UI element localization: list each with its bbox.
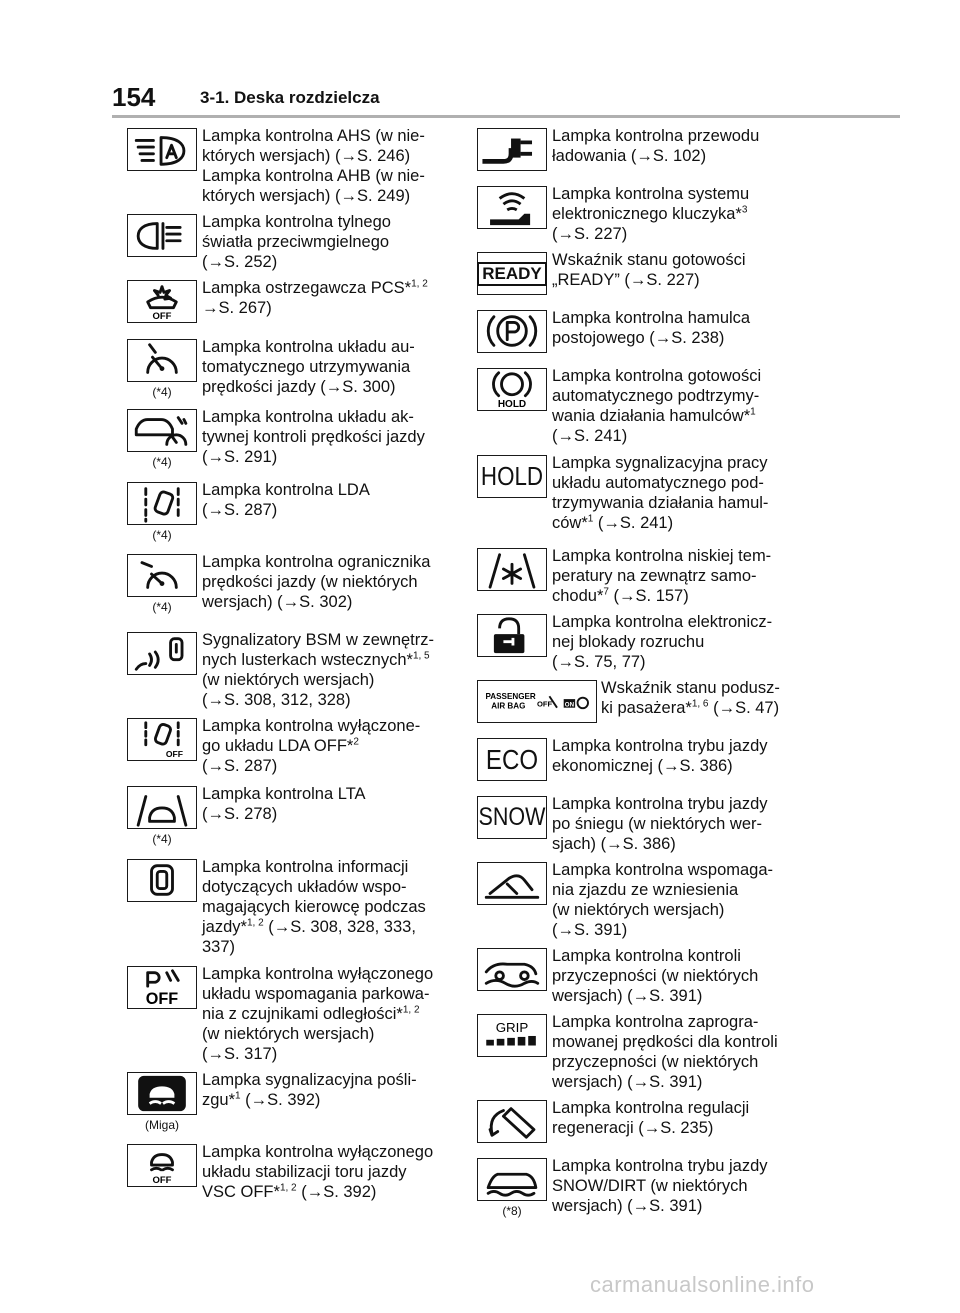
indicator-description (202, 407, 464, 467)
line-text: Lampka kontrolna LTA (202, 785, 366, 803)
line-text: „READY” (→S. 227) (552, 271, 700, 289)
dynamic-cruise-icon (127, 409, 197, 452)
page-reference: (→S. 308, 328, 333, (263, 918, 416, 936)
svg-text:OFF: OFF (145, 990, 179, 1008)
description-line (202, 1044, 464, 1064)
line-text: (w niektórych wersjach) (202, 1025, 375, 1043)
icon-footnote: (*4) (152, 385, 172, 399)
line-text: układu automatycznego pod- (552, 474, 764, 492)
indicator-description (202, 552, 464, 612)
description-line (202, 427, 464, 447)
line-text: światła przeciwmgielnego (202, 233, 390, 251)
chapter-title: 3-1. Deska rozdzielcza (200, 88, 380, 107)
description-line (552, 756, 814, 776)
description-line (202, 407, 464, 427)
indicator-description (552, 860, 814, 940)
icon-text: HOLD (480, 461, 544, 491)
passenger-airbag-icon (477, 680, 597, 723)
line-text: prędkości jazdy (→S. 300) (202, 378, 396, 396)
grip-control-icon (477, 1014, 547, 1057)
lda-off-icon (127, 718, 197, 761)
line-text: Lampka kontrolna hamulca (552, 309, 751, 327)
line-text: (→S. 278) (202, 805, 278, 823)
description-line (552, 632, 814, 652)
description-line (202, 984, 464, 1004)
description-line (552, 1072, 814, 1092)
description-line (202, 278, 464, 298)
description-line (202, 357, 464, 377)
airbag-label-off: OFF (537, 699, 553, 709)
line-text: (→S. 287) (202, 757, 278, 775)
line-text: →S. 267) (202, 299, 272, 317)
indicator-description (552, 1156, 814, 1216)
icon-footnote: (*4) (152, 832, 172, 846)
line-text: 337) (202, 938, 236, 956)
line-text: VSC OFF* (202, 1183, 280, 1201)
line-text: Lampka kontrolna wyłączonego (202, 1143, 434, 1161)
indicator-description (202, 278, 464, 318)
description-line (552, 1032, 814, 1052)
indicator-description (552, 1012, 814, 1092)
line-text: automatycznego podtrzymy- (552, 387, 760, 405)
line-text: nej blokady rozruchu (552, 633, 705, 651)
airbag-label-passenger: PASSENGER (485, 692, 536, 702)
line-text: Lampka kontrolna informacji (202, 858, 409, 876)
line-text: wersjach) (→S. 302) (202, 593, 353, 611)
line-text: Lampka kontrolna układu ak- (202, 408, 414, 426)
indicator-description (552, 736, 814, 776)
smart-key-icon (477, 186, 547, 229)
description-line (202, 1070, 464, 1090)
line-text: Lampka kontrolna ogranicznika (202, 553, 431, 571)
line-text: Lampka kontrolna niskiej tem- (552, 547, 772, 565)
icon-text: READY (478, 253, 546, 294)
line-text: (w niektórych wersjach) (552, 901, 725, 919)
footnote-ref: 1, 2 (279, 1182, 297, 1194)
line-text: prędkości jazdy (w niektórych (202, 573, 418, 591)
description-line (202, 736, 464, 756)
line-text: Lampka kontrolna przewodu (552, 127, 760, 145)
description-line (552, 224, 814, 244)
description-line (552, 513, 814, 533)
header-rule (112, 115, 900, 118)
line-text: przyczepności (w niektórych (552, 1053, 759, 1071)
immobilizer-icon (477, 614, 547, 657)
line-text: układu stabilizacji toru jazdy (202, 1163, 407, 1181)
page-number: 154 (112, 82, 156, 112)
description-line (552, 586, 814, 606)
line-text: tomatycznego utrzymywania (202, 358, 411, 376)
indicator-description (552, 453, 814, 533)
description-line (552, 946, 814, 966)
description-line (552, 566, 814, 586)
description-line (552, 1012, 814, 1032)
description-line (202, 756, 464, 776)
indicator-description (202, 1142, 464, 1202)
brake-hold-operated-icon (477, 455, 547, 498)
hold-label: HOLD (497, 399, 527, 410)
indicator-description (552, 546, 814, 606)
line-text: go układu LDA OFF* (202, 737, 354, 755)
footnote-ref: 1, 2 (246, 917, 264, 929)
description-line (202, 252, 464, 272)
line-text: sjach) (→S. 386) (552, 835, 676, 853)
indicator-description (202, 337, 464, 397)
snow-dirt-mode-icon (477, 1158, 547, 1201)
description-line (552, 1118, 814, 1138)
description-line (552, 612, 814, 632)
description-line (552, 652, 814, 672)
line-text: nia z czujnikami odległości* (202, 1005, 403, 1023)
ahs-headlight-icon (127, 128, 197, 171)
line-text: nych lusterkach wstecznych* (202, 651, 413, 669)
line-text: Wskaźnik stanu podusz- (601, 679, 780, 697)
description-line (202, 186, 464, 206)
description-line (202, 592, 464, 612)
indicator-description (552, 366, 814, 446)
description-line (552, 493, 814, 513)
description-line (552, 406, 814, 426)
line-text: (→S. 227) (552, 225, 628, 243)
line-text: Lampka kontrolna LDA (202, 481, 370, 499)
icon-text: SNOW (478, 803, 546, 831)
indicator-description (552, 250, 814, 290)
line-text: Lampka kontrolna tylnego (202, 213, 391, 231)
description-line (202, 1162, 464, 1182)
line-text: Sygnalizatory BSM w zewnętrz- (202, 631, 434, 649)
pcs-off-icon (127, 280, 197, 323)
lda-icon (127, 482, 197, 525)
line-text: Lampka kontrolna AHB (w nie- (202, 167, 425, 185)
line-text: trzymywania działania hamul- (552, 494, 769, 512)
indicator-description (552, 126, 814, 166)
description-line (202, 552, 464, 572)
line-text: Lampka kontrolna elektronicz- (552, 613, 773, 631)
footnote-ref: 1 (235, 1090, 241, 1102)
description-line (202, 670, 464, 690)
line-text: nia zjazdu ze wzniesienia (552, 881, 739, 899)
description-line (202, 1004, 464, 1024)
description-line (601, 678, 812, 698)
description-line (552, 860, 814, 880)
parking-sensor-off-icon (127, 966, 197, 1009)
indicator-description (601, 678, 812, 718)
footnote-ref: 7 (603, 586, 609, 598)
indicator-description (202, 126, 464, 206)
indicator-description (552, 184, 814, 244)
line-text: (→S. 241) (552, 427, 628, 445)
description-line (552, 366, 814, 386)
line-text: (→S. 287) (202, 501, 278, 519)
line-text: Lampka sygnalizacyjna pracy (552, 454, 768, 472)
page-reference: (→S. 157) (608, 587, 689, 605)
line-text: po śniegu (w niektórych wer- (552, 815, 763, 833)
line-text: ki pasażera* (601, 699, 692, 717)
line-text: Lampka kontrolna wyłączone- (202, 717, 421, 735)
traction-control-icon (477, 948, 547, 991)
footnote-ref: 1 (587, 513, 594, 525)
footnote-ref: 1, 2 (402, 1004, 420, 1016)
line-text: wersjach) (→S. 391) (552, 1197, 703, 1215)
line-text: wania działania hamulców* (552, 407, 751, 425)
description-line (202, 126, 464, 146)
description-line (552, 736, 814, 756)
indicator-description (552, 794, 814, 854)
description-line (552, 1156, 814, 1176)
description-line (202, 480, 464, 500)
page-reference: (→S. 47) (708, 699, 780, 717)
icon-footnote: (Miga) (144, 1118, 179, 1132)
line-text: Lampka kontrolna gotowości (552, 367, 762, 385)
description-line (552, 966, 814, 986)
indicator-description (552, 612, 814, 672)
regeneration-control-icon (477, 1100, 547, 1143)
description-line (202, 447, 464, 467)
downhill-assist-icon (477, 862, 547, 905)
line-text: ców* (552, 514, 588, 532)
line-text: Lampka kontrolna regulacji (552, 1099, 750, 1117)
line-text: Lampka kontrolna trybu jazdy (552, 737, 768, 755)
footnote-ref: 1, 2 (411, 278, 428, 290)
footnote-ref: 1, 5 (412, 650, 430, 662)
indicator-description (202, 212, 464, 272)
page-reference: (→S. 392) (240, 1091, 321, 1109)
indicator-description (552, 308, 814, 348)
line-text: elektronicznego kluczyka* (552, 205, 742, 223)
description-line (202, 572, 464, 592)
line-text: przyczepności (w niektórych (552, 967, 759, 985)
line-text: Lampka kontrolna trybu jazdy (552, 795, 768, 813)
description-line (202, 337, 464, 357)
description-line (552, 834, 814, 854)
svg-text:OFF: OFF (152, 311, 172, 322)
svg-text:OFF: OFF (165, 749, 183, 760)
description-line (202, 1182, 464, 1202)
line-text: (→S. 291) (202, 448, 278, 466)
line-text: (w niektórych wersjach) (202, 671, 375, 689)
description-line (202, 166, 464, 186)
description-line (202, 630, 464, 650)
line-text: postojowego (→S. 238) (552, 329, 725, 347)
description-line (202, 298, 464, 318)
description-line (552, 986, 814, 1006)
icon-footnote: (*4) (152, 528, 172, 542)
description-line (202, 917, 464, 937)
description-line (552, 146, 814, 166)
lta-icon (127, 786, 197, 829)
rear-fog-light-icon (127, 214, 197, 257)
description-line (552, 1052, 814, 1072)
line-text: (→S. 308, 312, 328) (202, 691, 351, 709)
line-text: Lampka kontrolna wyłączonego (202, 965, 434, 983)
footnote-ref: 3 (741, 204, 748, 216)
description-line (552, 270, 814, 290)
description-line (202, 377, 464, 397)
indicator-description (202, 716, 464, 776)
vsc-off-icon (127, 1144, 197, 1187)
description-line (202, 1090, 464, 1110)
eco-mode-icon (477, 738, 547, 781)
icon-text: ECO (485, 743, 539, 775)
description-line (202, 716, 464, 736)
line-text: układu wspomagania parkowa- (202, 985, 430, 1003)
description-line (202, 877, 464, 897)
description-line (552, 920, 814, 940)
airbag-label-airbag: AIR BAG (491, 701, 526, 711)
ready-text-icon (477, 252, 547, 295)
line-text: Lampka ostrzegawcza PCS* (202, 279, 412, 297)
indicator-description (552, 946, 814, 1006)
line-text: SNOW/DIRT (w niektórych (552, 1177, 748, 1195)
description-line (601, 698, 812, 718)
description-line (552, 1098, 814, 1118)
line-text: (→S. 391) (552, 921, 628, 939)
line-text: zgu* (202, 1091, 236, 1109)
description-line (202, 232, 464, 252)
indicator-description (552, 1098, 814, 1138)
description-line (552, 794, 814, 814)
description-line (552, 204, 814, 224)
description-line (202, 804, 464, 824)
snow-mode-icon (477, 796, 547, 839)
description-line (202, 784, 464, 804)
description-line (552, 546, 814, 566)
line-text: (→S. 252) (202, 253, 278, 271)
description-line (552, 1196, 814, 1216)
grip-label: GRIP (495, 1020, 529, 1036)
description-line (202, 212, 464, 232)
description-line (552, 1176, 814, 1196)
line-text: Lampka sygnalizacyjna pośli- (202, 1071, 417, 1089)
description-line (202, 897, 464, 917)
description-line (202, 500, 464, 520)
icon-footnote: (*4) (152, 600, 172, 614)
line-text: Lampka kontrolna wspomaga- (552, 861, 774, 879)
description-line (202, 937, 464, 957)
page-reference: (→S. 392) (296, 1183, 377, 1201)
svg-text:OFF: OFF (152, 1175, 172, 1186)
footnote-ref: 1, 6 (691, 698, 709, 710)
page-reference: (→S. 241) (593, 514, 674, 532)
line-text: tywnej kontroli prędkości jazdy (202, 428, 425, 446)
description-line (552, 473, 814, 493)
description-line (552, 386, 814, 406)
low-temperature-icon (477, 548, 547, 591)
description-line (552, 328, 814, 348)
description-line (552, 880, 814, 900)
line-text: Wskaźnik stanu gotowości (552, 251, 746, 269)
line-text: mowanej prędkości dla kontroli (552, 1033, 778, 1051)
description-line (552, 814, 814, 834)
indicator-description (202, 630, 464, 710)
line-text: regeneracji (→S. 235) (552, 1119, 714, 1137)
line-text: (→S. 317) (202, 1045, 278, 1063)
speed-limiter-icon (127, 554, 197, 597)
description-line (202, 146, 464, 166)
line-text: wersjach) (→S. 391) (552, 987, 703, 1005)
line-text: dotyczących układów wspo- (202, 878, 407, 896)
line-text: peratury na zewnątrz samo- (552, 567, 757, 585)
line-text: chodu* (552, 587, 604, 605)
description-line (552, 900, 814, 920)
charging-cable-icon (477, 128, 547, 171)
line-text: Lampka kontrolna trybu jazdy (552, 1157, 768, 1175)
slip-indicator-icon (127, 1072, 197, 1115)
description-line (552, 453, 814, 473)
line-text: wersjach) (→S. 391) (552, 1073, 703, 1091)
description-line (202, 1024, 464, 1044)
airbag-label-on: ON (564, 701, 575, 709)
description-line (552, 426, 814, 446)
brake-hold-standby-icon (477, 368, 547, 411)
footnote-ref: 1 (750, 406, 756, 418)
line-text: Lampka kontrolna kontroli (552, 947, 741, 965)
description-line (202, 857, 464, 877)
line-text: których wersjach) (→S. 246) (202, 147, 411, 165)
line-text: (→S. 75, 77) (552, 653, 646, 671)
parking-brake-icon (477, 310, 547, 353)
line-text: magających kierowcę podczas (202, 898, 426, 916)
bsm-mirror-icon (127, 632, 197, 675)
indicator-description (202, 784, 464, 824)
icon-footnote: (*8) (502, 1204, 522, 1218)
icon-footnote: (*4) (152, 455, 172, 469)
line-text: Lampka kontrolna układu au- (202, 338, 415, 356)
cruise-control-icon (127, 339, 197, 382)
description-line (202, 690, 464, 710)
indicator-description (202, 964, 464, 1064)
description-line (552, 308, 814, 328)
line-text: Lampka kontrolna systemu (552, 185, 750, 203)
description-line (202, 1142, 464, 1162)
indicator-description (202, 857, 464, 957)
description-line (202, 650, 464, 670)
line-text: ekonomicznej (→S. 386) (552, 757, 733, 775)
description-line (202, 964, 464, 984)
line-text: Lampka kontrolna zaprogra- (552, 1013, 759, 1031)
footnote-ref: 2 (353, 736, 359, 748)
line-text: których wersjach) (→S. 249) (202, 187, 411, 205)
description-line (552, 184, 814, 204)
description-line (552, 250, 814, 270)
line-text: ładowania (→S. 102) (552, 147, 707, 165)
driving-assist-info-icon (127, 859, 197, 902)
description-line (552, 126, 814, 146)
line-text: Lampka kontrolna AHS (w nie- (202, 127, 425, 145)
indicator-description (202, 480, 464, 520)
indicator-description (202, 1070, 464, 1110)
watermark: carmanualsonline.info (590, 1272, 815, 1297)
line-text: jazdy* (202, 918, 247, 936)
